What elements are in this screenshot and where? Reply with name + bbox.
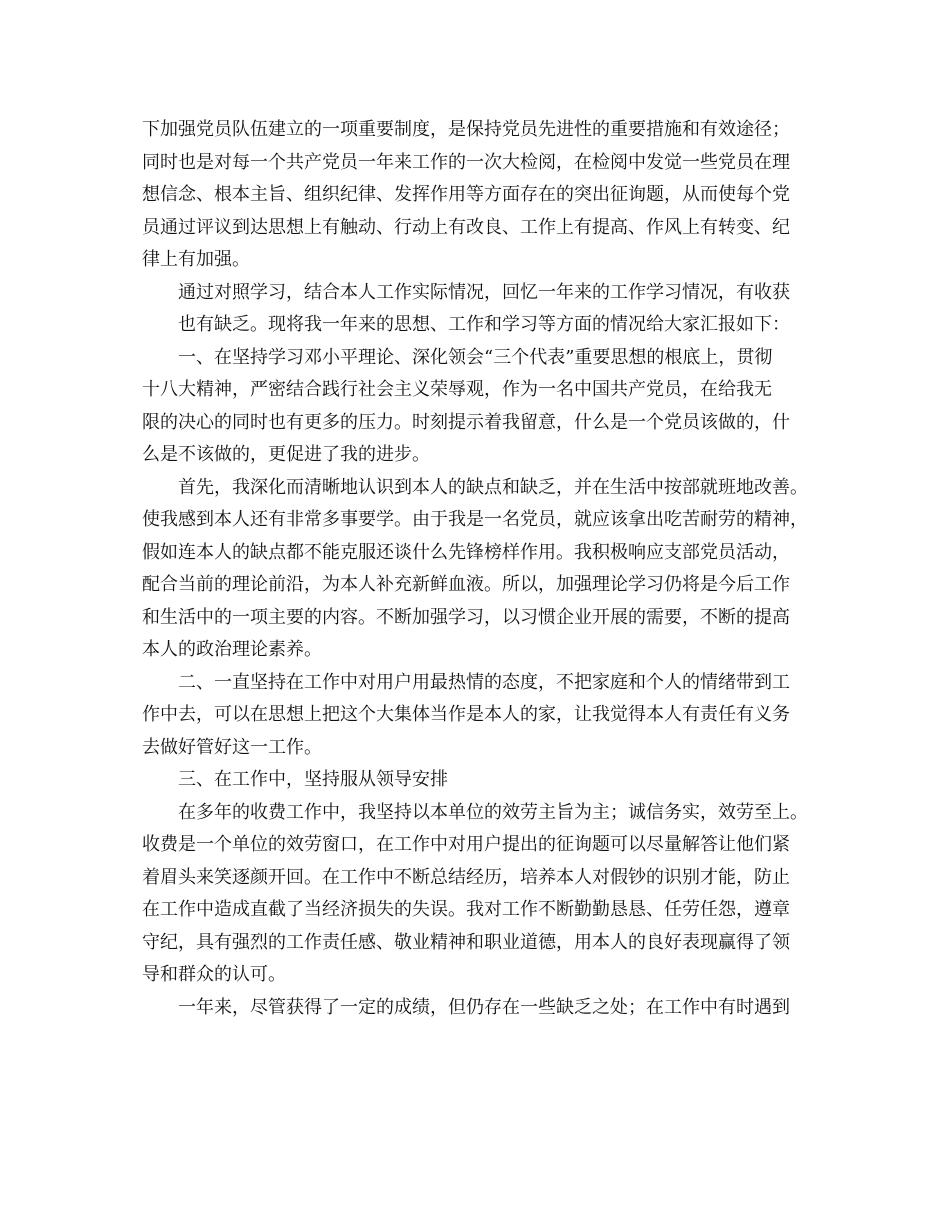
text-line: 在工作中造成直截了当经济损失的失误。我对工作不断勤勤恳恳、任劳任怨，遵章 bbox=[142, 899, 790, 920]
text-line: 在多年的收费工作中，我坚持以本单位的效劳主旨为主；诚信务实，效劳至上。 bbox=[178, 801, 808, 823]
document-body bbox=[142, 114, 822, 1024]
text-line: 首先，我深化而清晰地认识到本人的缺点和缺乏，并在生活中按部就班地改善。 bbox=[178, 476, 808, 498]
text-line: 限的决心的同时也有更多的压力。时刻提示着我留意，什么是一个党员该做的，什 bbox=[142, 411, 790, 433]
text-line: 配合当前的理论前沿，为本人补充新鲜血液。所以，加强理论学习仍将是今后工作 bbox=[142, 574, 790, 595]
text-line: 律上有加强。 bbox=[142, 249, 250, 270]
text-line: 三、在工作中，坚持服从领导安排 bbox=[178, 769, 448, 790]
text-line: 收费是一个单位的效劳窗口，在工作中对用户提出的征询题可以尽量解答让他们紧 bbox=[142, 834, 790, 855]
text-line: 使我感到本人还有非常多事要学。由于我是一名党员，就应该拿出吃苦耐劳的精神， bbox=[142, 509, 808, 530]
text-line: 二、一直坚持在工作中对用户用最热情的态度，不把家庭和个人的情绪带到工 bbox=[178, 671, 790, 693]
text-line: 导和群众的认可。 bbox=[142, 964, 286, 985]
text-line: 想信念、根本主旨、组织纪律、发挥作用等方面存在的突出征询题，从而使每个党 bbox=[142, 184, 790, 205]
text-line: 员通过评议到达思想上有触动、行动上有改良、工作上有提高、作风上有转变、纪 bbox=[142, 216, 790, 238]
text-line: 作中去，可以在思想上把这个大集体当作是本人的家，让我觉得本人有责任有义务 bbox=[142, 704, 790, 725]
text-line: 着眉头来笑逐颜开回。在工作中不断总结经历，培养本人对假钞的识别才能，防止 bbox=[142, 866, 790, 888]
text-line: 下加强党员队伍建立的一项重要制度，是保持党员先进性的重要措施和有效途径； bbox=[142, 119, 790, 140]
text-line: 本人的政治理论素养。 bbox=[142, 639, 322, 660]
text-line: 同时也是对每一个共产党员一年来工作的一次大检阅，在检阅中发觉一些党员在理 bbox=[142, 151, 790, 173]
text-line: 和生活中的一项主要的内容。不断加强学习，以习惯企业开展的需要，不断的提高 bbox=[142, 606, 790, 628]
text-line: 么是不该做的，更促进了我的进步。 bbox=[142, 444, 430, 465]
text-line: 一年来，尽管获得了一定的成绩，但仍存在一些缺乏之处；在工作中有时遇到 bbox=[178, 996, 790, 1018]
text-line: 一、在坚持学习邓小平理论、深化领会“三个代表”重要思想的根底上，贯彻 bbox=[178, 346, 773, 368]
text-line: 假如连本人的缺点都不能克服还谈什么先锋榜样作用。我积极响应支部党员活动， bbox=[142, 541, 790, 563]
text-line: 也有缺乏。现将我一年来的思想、工作和学习等方面的情况给大家汇报如下： bbox=[178, 314, 790, 335]
text-line: 十八大精神，严密结合践行社会主义荣辱观，作为一名中国共产党员，在给我无 bbox=[142, 379, 772, 400]
text-line: 去做好管好这一工作。 bbox=[142, 736, 322, 758]
text-line: 通过对照学习，结合本人工作实际情况，回忆一年来的工作学习情况，有收获 bbox=[178, 281, 790, 303]
text-line: 守纪，具有强烈的工作责任感、敬业精神和职业道德，用本人的良好表现赢得了领 bbox=[142, 931, 790, 953]
